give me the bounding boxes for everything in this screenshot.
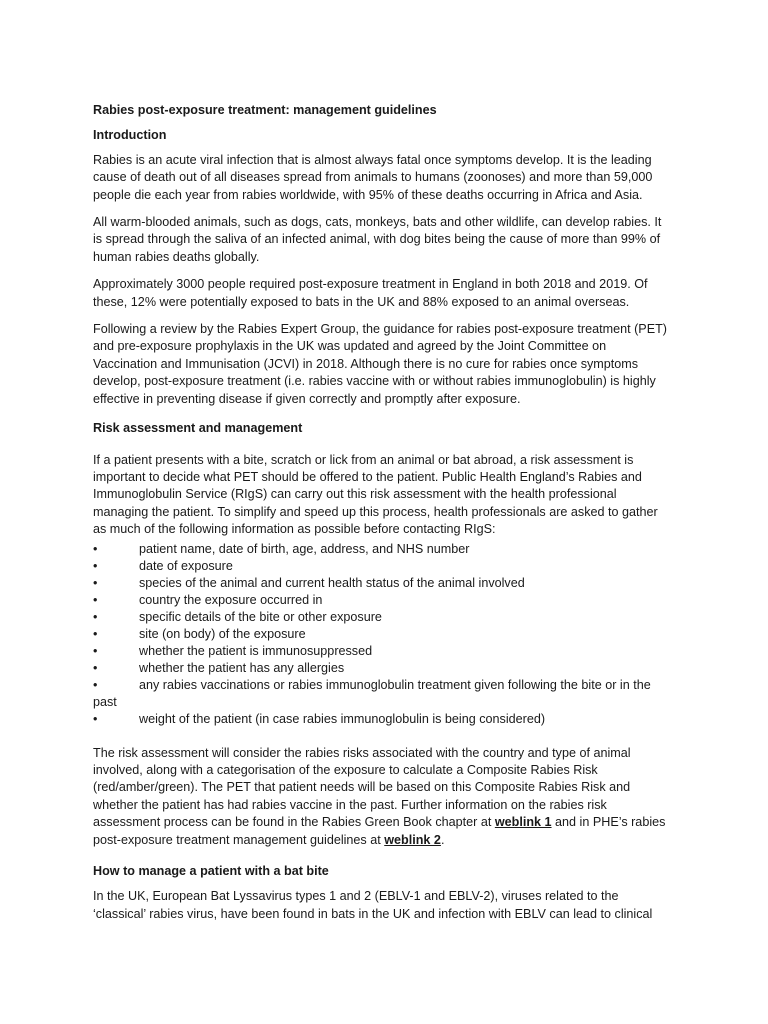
introduction-heading: Introduction — [93, 128, 167, 143]
bullet-icon: • — [93, 712, 98, 727]
bat-bite-heading: How to manage a patient with a bat bite — [93, 864, 329, 878]
bullet-icon: • — [93, 592, 98, 607]
intro-paragraph-1: Rabies is an acute viral infection that is almost always fatal once symptoms develop. It is the leading cause of death out of all diseases spread from animals to humans (zoonoses) and more than 59,000 people die each year from rabies worldwide, with 95% of these deaths occurring in Africa and Asia. — [93, 152, 653, 202]
weblink-2[interactable]: weblink 2 — [384, 832, 441, 847]
list-item — [93, 592, 673, 609]
list-item-text: specific details of the bite or other exposure — [139, 609, 382, 624]
bullet-icon: • — [93, 644, 98, 659]
list-item-text: whether the patient has any allergies — [139, 661, 345, 676]
list-item — [93, 575, 673, 592]
list-item-text: whether the patient is immunosuppressed — [139, 644, 373, 659]
intro-paragraph-4: Following a review by the Rabies Expert Group, the guidance for rabies post-exposure treatment (PET) and pre-exposure prophylaxis in the UK was updated and agreed by the Joint Committee on Vaccination and Immunisation (JCVI) in 2018. Although there is no cure for rabies once symptoms develop, post-exposure treatment (i.e. rabies vaccine with or without rabies immunoglobulin) is highly effective in preventing disease if given correctly and promptly after exposure. — [93, 322, 667, 406]
list-item-text: date of exposure — [139, 558, 233, 573]
list-item — [93, 660, 673, 677]
risk-assessment-paragraph: If a patient presents with a bite, scratch or lick from an animal or bat abroad, a risk assessment is important to decide what PET should be offered to the patient. Public Health England’s Rabies and Immunoglobulin Service (RIgS) can carry out this risk assessment with the health professional managing the patient. To simplify and speed up this process, health professionals are asked to gather as much of the following information as possible before contacting RIgS: — [93, 452, 658, 537]
list-item-text: country the exposure occurred in — [139, 592, 323, 607]
list-item — [93, 609, 673, 626]
list-item-text: weight of the patient (in case rabies immunoglobulin is being considered) — [139, 712, 546, 727]
bullet-icon: • — [93, 627, 98, 641]
bullet-icon: • — [93, 609, 98, 624]
document-title: Rabies post-exposure treatment: management guidelines — [93, 103, 437, 117]
paragraph-text: and in PHE’s rabies post-exposure treatment management guidelines at — [93, 815, 666, 847]
bullet-icon: • — [93, 678, 98, 693]
document-body — [93, 102, 673, 933]
bullet-icon: • — [93, 661, 98, 676]
intro-paragraph-3: Approximately 3000 people required post-exposure treatment in England in both 2018 and 2019. Of these, 12% were potentially exposed to bats in the UK and 88% exposed to an animal overseas. — [93, 277, 648, 309]
risk-calculation-paragraph — [93, 745, 673, 849]
list-item — [93, 677, 673, 711]
information-checklist — [93, 541, 673, 729]
weblink-1[interactable]: weblink 1 — [494, 815, 552, 830]
list-item-text: species of the animal and current health status of the animal involved — [139, 575, 525, 590]
paragraph-text: . — [440, 832, 445, 847]
list-item — [93, 541, 673, 558]
list-item — [93, 626, 673, 643]
paragraph-text: The risk assessment will consider the rabies risks associated with the country and type of animal involved, along with a categorisation of the exposure to calculate a Composite Rabies Risk (red/amber/green). The PET that patient needs will be based on this Composite Rabies Risk and whether the patient has had rabies vaccine in the past. Further information on the rabies risk assessment process can be found in the Rabies Green Book chapter at — [93, 745, 631, 830]
bat-bite-paragraph: In the UK, European Bat Lyssavirus types 1 and 2 (EBLV-1 and EBLV-2), viruses related to the ‘classical’ rabies virus, have been found in bats in the UK and infection with EBLV can lead to clinical — [93, 889, 653, 921]
list-item — [93, 643, 673, 660]
list-item-text: site (on body) of the exposure — [139, 627, 306, 641]
list-item-text: patient name, date of birth, age, address, and NHS number — [139, 541, 470, 556]
bullet-icon: • — [93, 558, 98, 573]
intro-paragraph-2: All warm-blooded animals, such as dogs, cats, monkeys, bats and other wildlife, can develop rabies. It is spread through the saliva of an infected animal, with dog bites being the cause of more than 99% of human rabies deaths globally. — [93, 215, 662, 264]
bullet-icon: • — [93, 575, 98, 590]
bullet-icon: • — [93, 541, 98, 556]
list-item-text: any rabies vaccinations or rabies immunoglobulin treatment given following the bite or in the past — [93, 678, 651, 710]
list-item — [93, 558, 673, 575]
risk-assessment-heading: Risk assessment and management — [93, 421, 303, 436]
list-item — [93, 711, 673, 728]
